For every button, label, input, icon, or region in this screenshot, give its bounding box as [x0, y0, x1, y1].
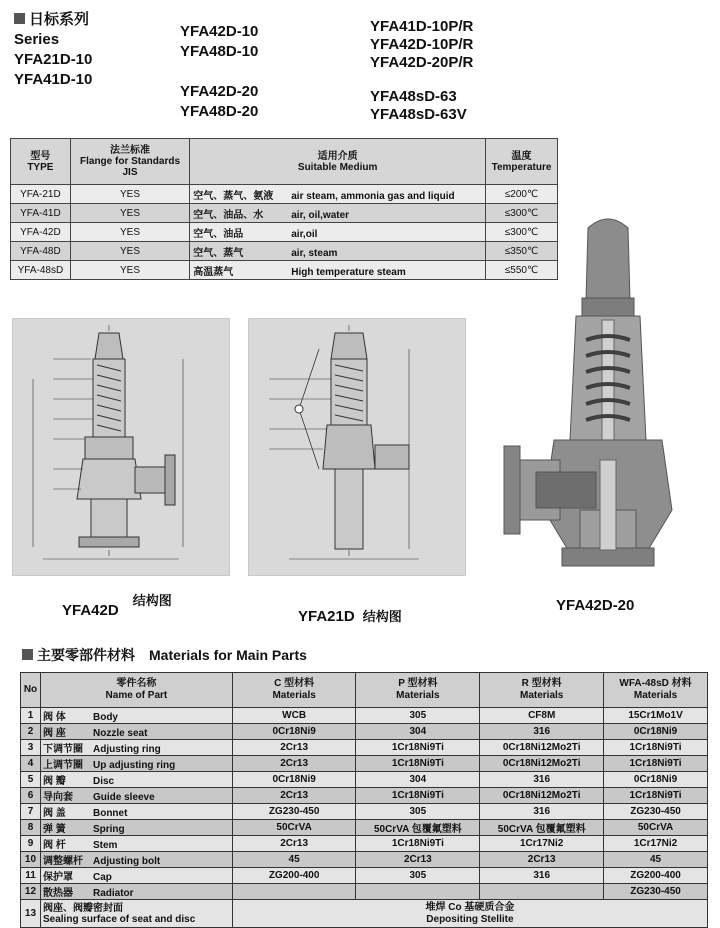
type-cell: YFA-48sD — [11, 261, 71, 280]
table-row — [11, 242, 558, 261]
series-model: YFA48sD-63 — [370, 88, 457, 105]
series-model: YFA42D-20 — [180, 83, 259, 100]
fig1-caption: YFA42D结构图 — [62, 593, 172, 619]
series-label: Series — [14, 31, 60, 48]
medium-cell: 空气、油品、水 air, oil,water — [190, 204, 486, 223]
series-col-3 — [370, 18, 473, 124]
header-medium: 适用介质 Suitable Medium — [190, 139, 486, 185]
medium-cell: 空气、油品 air,oil — [190, 223, 486, 242]
bullet-square-icon — [14, 13, 25, 24]
table-row — [11, 185, 558, 204]
header-p-materials: P 型材料 Materials — [356, 673, 480, 708]
table-row: 8 弹 簧 Spring 50CrVA 50CrVA 包覆氟塑料 50CrVA 包覆氟塑料 50CrVA — [21, 820, 708, 836]
flange-cell: YES — [70, 204, 189, 223]
yfa42d-20-cutaway-illustration — [496, 210, 714, 590]
medium-cell: 空气、蒸气、氨液 air steam, ammonia gas and liquid — [190, 185, 486, 204]
valve-cutaway-image — [496, 210, 714, 590]
table-row — [11, 204, 558, 223]
type-cell: YFA-41D — [11, 204, 71, 223]
table-row: 7 阀 盖 Bonnet ZG230-450 305 316 ZG230-450 — [21, 804, 708, 820]
table-row: 6 导向套 Guide sleeve 2Cr13 1Cr18Ni9Ti 0Cr18Ni12Mo2Ti 1Cr18Ni9Ti — [21, 788, 708, 804]
table-row — [11, 261, 558, 280]
header-r-materials: R 型材料 Materials — [480, 673, 604, 708]
header-c-materials: C 型材料 Materials — [232, 673, 356, 708]
valve-section-drawing — [13, 319, 229, 575]
type-cell: YFA-48D — [11, 242, 71, 261]
type-cell: YFA-21D — [11, 185, 71, 204]
fig3-caption: YFA42D-20 — [556, 597, 635, 614]
flange-cell: YES — [70, 261, 189, 280]
materials-section-title: 主要零部件材料 Materials for Main Parts — [22, 645, 307, 665]
series-model: YFA41D-10P/R — [370, 18, 474, 35]
series-model: YFA48D-20 — [180, 103, 259, 120]
materials-header-row — [21, 673, 708, 708]
header-no: No — [21, 673, 41, 708]
temp-cell: ≤350℃ — [486, 242, 558, 261]
medium-cell: 空气、蒸气 air, steam — [190, 242, 486, 261]
table-row: 2 阀 座 Nozzle seat 0Cr18Ni9 304 316 0Cr18Ni9 — [21, 724, 708, 740]
flange-cell: YES — [70, 185, 189, 204]
bullet-square-icon — [22, 649, 33, 660]
header-wfa-materials: WFA-48sD 材料 Materials — [604, 673, 708, 708]
table-row: 12 散热器 Radiator ZG230-450 — [21, 884, 708, 900]
table-row — [11, 223, 558, 242]
yfa42d-drawing-panel — [12, 318, 230, 576]
valve-section-drawing — [249, 319, 465, 575]
table-row: 3 下调节圈 Adjusting ring 2Cr13 1Cr18Ni9Ti 0Cr18Ni12Mo2Ti 1Cr18Ni9Ti — [21, 740, 708, 756]
table-row: 1 阀 体 Body WCB 305 CF8M 15Cr1Mo1V — [21, 708, 708, 724]
temp-cell: ≤550℃ — [486, 261, 558, 280]
series-model: YFA42D-10P/R — [370, 36, 474, 53]
table-row: 11 保护罩 Cap ZG200-400 305 316 ZG200-400 — [21, 868, 708, 884]
yfa21d-drawing-panel — [248, 318, 466, 576]
fig2-caption: YFA21D 结构图 — [298, 608, 402, 625]
flange-cell: YES — [70, 223, 189, 242]
series-model: YFA48D-10 — [180, 43, 259, 60]
series-model: YFA42D-20P/R — [370, 54, 474, 71]
series-col-2 — [180, 22, 258, 122]
header-temperature: 温度 Temperature — [486, 139, 558, 185]
temp-cell: ≤200℃ — [486, 185, 558, 204]
sealing-surface-material: 堆焊 Co 基硬质合金 Depositing Stellite — [232, 900, 707, 928]
header-type: 型号 TYPE — [11, 139, 71, 185]
header-flange: 法兰标准 Flange for Standards JIS — [70, 139, 189, 185]
series-model: YFA48sD-63V — [370, 106, 467, 123]
series-model: YFA21D-10 — [14, 51, 93, 68]
temp-cell: ≤300℃ — [486, 204, 558, 223]
standards-table — [10, 138, 558, 280]
table-row: 4 上调节圈 Up adjusting ring 2Cr13 1Cr18Ni9Ti 0Cr18Ni12Mo2Ti 1Cr18Ni9Ti — [21, 756, 708, 772]
standards-header-row — [11, 139, 558, 185]
temp-cell: ≤300℃ — [486, 223, 558, 242]
series-col-1 — [14, 10, 92, 90]
flange-cell: YES — [70, 242, 189, 261]
type-cell: YFA-42D — [11, 223, 71, 242]
series-model: YFA41D-10 — [14, 71, 93, 88]
table-row: 10 调整螺杆 Adjusting bolt 45 2Cr13 2Cr13 45 — [21, 852, 708, 868]
series-model: YFA42D-10 — [180, 23, 259, 40]
medium-cell: 高温蒸气 High temperature steam — [190, 261, 486, 280]
table-row: 13 阀座、阀瓣密封面 Sealing surface of seat and disc 堆焊 Co 基硬质合金 Depositing Stellite — [21, 900, 708, 928]
materials-table — [20, 672, 708, 928]
table-row: 5 阀 瓣 Disc 0Cr18Ni9 304 316 0Cr18Ni9 — [21, 772, 708, 788]
table-row: 9 阀 杆 Stem 2Cr13 1Cr18Ni9Ti 1Cr17Ni2 1Cr17Ni2 — [21, 836, 708, 852]
header-part: 零件名称 Name of Part — [40, 673, 232, 708]
series-title-cn: 日标系列 — [29, 11, 90, 28]
